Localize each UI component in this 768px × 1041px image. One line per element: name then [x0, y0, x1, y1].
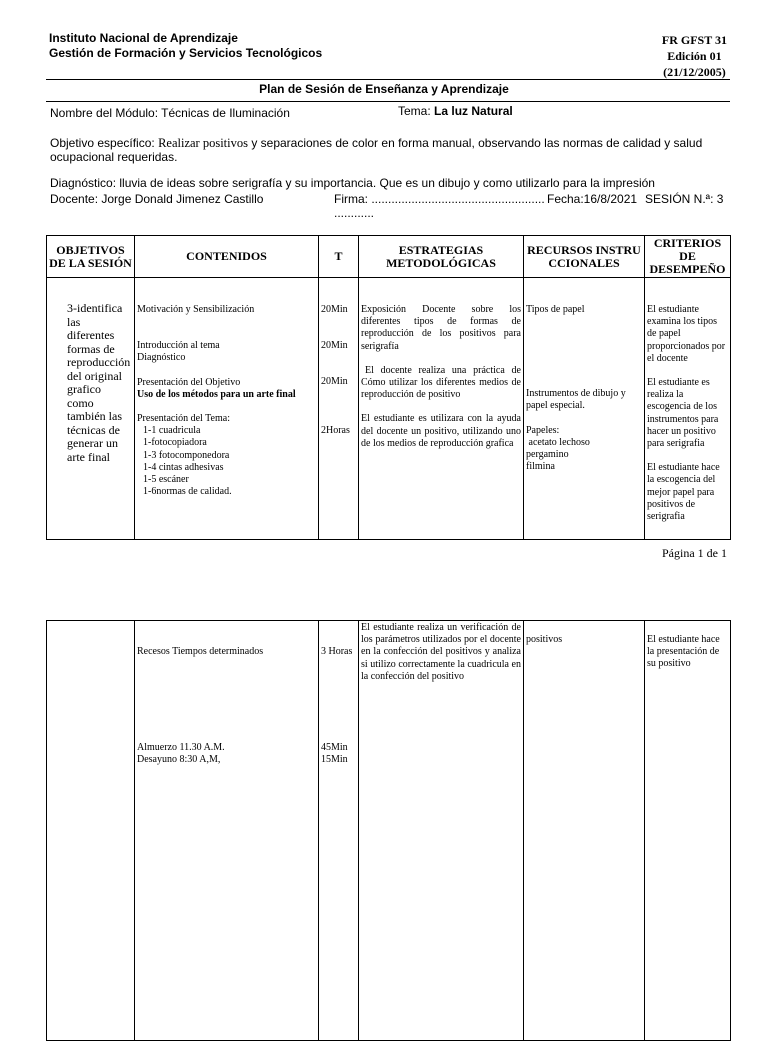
department-name: Gestión de Formación y Servicios Tecnológicos	[49, 46, 323, 60]
criterion-text: El estudiante hace la escogencia del mejor papel para positivos de serigrafia	[647, 462, 720, 523]
header-recursos: RECURSOS INSTRUCCIONALES	[524, 236, 645, 278]
objective-text: y separaciones de color en forma manual, observando las normas de calidad y salud ocupacional requeridas.	[50, 136, 703, 164]
table-row	[47, 621, 731, 1041]
theme-label: Tema:	[398, 104, 431, 118]
header-divider	[46, 79, 730, 80]
criterion-text: El estudiante examina los tipos de papel proporcionados por el docente	[647, 304, 726, 364]
resource-papeles-label: Papeles:	[526, 424, 560, 436]
header-t: T	[319, 236, 359, 278]
criterion-text: El estudiante es realiza la escogencia de los instrumentos para hacer un positivo para serigrafia	[647, 377, 719, 450]
content-intro: Introducción al tema	[137, 340, 220, 352]
recursos-cell	[524, 278, 645, 540]
list-item: 1-5 escáner	[143, 474, 189, 486]
time-value: 20Min	[321, 340, 348, 352]
form-date: (21/12/2005)	[663, 65, 726, 79]
plan-title: Plan de Sesión de Enseñanza y Aprendizaje	[259, 82, 509, 96]
session-number: SESIÓN N.ª: 3	[645, 192, 724, 206]
module-name: Nombre del Módulo: Técnicas de Iluminación	[50, 106, 290, 120]
time-value: 20Min	[321, 304, 348, 315]
signature-dots: ............	[334, 206, 375, 220]
diagnostic: Diagnóstico: lluvia de ideas sobre serigrafía y su importancia. Que es un dibujo y como utilizarlo para la impresión	[50, 176, 655, 190]
edition: Edición 01	[667, 49, 722, 63]
contenidos-cell	[135, 278, 319, 540]
session-plan-continuation-table	[46, 620, 731, 1041]
list-item: 1-fotocopiadora	[143, 437, 207, 449]
list-item: 1-1 cuadricula	[143, 425, 201, 437]
header-objetivos: OBJETIVOS DE LA SESIÓN	[47, 236, 135, 278]
header-estrategias: ESTRATEGIAS METODOLÓGICAS	[359, 236, 524, 278]
table-header-row	[47, 236, 731, 278]
objective-text-serif: Realizar positivos	[158, 136, 248, 150]
form-code-block	[662, 32, 727, 80]
time-value: 3 Horas	[321, 646, 353, 657]
estrategias-cell	[359, 621, 524, 1041]
content-topic-list	[137, 425, 316, 498]
strategy-text: El estudiante es utilizara con la ayuda del docente un positivo, utilizando uno de los medios de reproducción grafica	[361, 413, 521, 449]
time-value: 15Min	[321, 754, 348, 766]
signature-line: Firma: ....................................................	[334, 192, 545, 206]
institution-name: Instituto Nacional de Aprendizaje	[49, 31, 238, 45]
session-plan-table	[46, 235, 731, 540]
strategy-text: El docente realiza una práctica de Cómo utilizar los diferentes medios de reproducción de positivo	[361, 364, 521, 401]
teacher-name: Docente: Jorge Donald Jimenez Castillo	[50, 192, 264, 206]
title-divider	[46, 101, 730, 102]
resource-text: positivos	[526, 634, 563, 645]
content-presentacion-tema: Presentación del Tema:	[137, 413, 230, 425]
institution-header	[49, 31, 322, 61]
time-value: 45Min	[321, 742, 348, 754]
criterios-cell	[645, 278, 731, 540]
objective	[50, 136, 730, 164]
header-contenidos: CONTENIDOS	[135, 236, 319, 278]
theme-value: La luz Natural	[434, 104, 513, 118]
content-diagnostico: Diagnóstico	[137, 352, 186, 364]
recursos-cell	[524, 621, 645, 1041]
list-item: pergamino	[526, 449, 569, 461]
objetivo-text: 3-identifica las diferentes formas de reproducción del original grafico como también las técnicas de generar un arte final	[67, 301, 131, 464]
table-row	[47, 278, 731, 540]
form-code: FR GFST 31	[661, 33, 727, 47]
list-item: 1-3 fotocomponedora	[143, 449, 230, 461]
contenidos-cell	[135, 621, 319, 1041]
list-item: 1-6normas de calidad.	[143, 486, 232, 498]
strategy-text: Exposición Docente sobre los diferentes tipos de formas de reproducción de los positivos para serigrafía	[361, 304, 521, 352]
resource-text: Tipos de papel	[526, 304, 585, 315]
content-uso-metodos: Uso de los métodos para un arte final	[137, 388, 296, 400]
almuerzo-text: Almuerzo 11.30 A.M.	[137, 742, 225, 754]
estrategias-cell	[359, 278, 524, 540]
time-value: 20Min	[321, 376, 348, 388]
list-item: filmina	[526, 461, 555, 473]
content-motivacion: Motivación y Sensibilización	[137, 304, 255, 315]
session-date: Fecha:16/8/2021	[547, 192, 638, 206]
time-cell	[319, 278, 359, 540]
time-cell	[319, 621, 359, 1041]
page-number: Página 1 de 1	[662, 546, 727, 560]
strategy-text: El estudiante realiza un verificación de los parámetros utilizados por el docente en la confección del positivos y analiza si utilizo correctamente la cuadricula en la confección del positivo	[361, 622, 521, 682]
recesos-text: Recesos Tiempos determinados	[137, 646, 264, 657]
objective-label: Objetivo específico:	[50, 136, 155, 150]
list-item: acetato lechoso	[526, 436, 590, 448]
resource-text: Instrumentos de dibujo y papel especial.	[526, 388, 626, 412]
content-presentacion-objetivo: Presentación del Objetivo	[137, 376, 241, 388]
objetivo-cell	[47, 278, 135, 540]
time-value: 2Horas	[321, 424, 350, 436]
theme	[398, 104, 513, 118]
list-item: 1-4 cintas adhesivas	[143, 461, 224, 473]
objetivo-cell	[47, 621, 135, 1041]
criterion-text: El estudiante hace la presentación de su positivo	[647, 634, 720, 670]
desayuno-text: Desayuno 8:30 A,M,	[137, 754, 221, 766]
header-criterios: CRITERIOS DE DESEMPEÑO	[645, 236, 731, 278]
criterios-cell	[645, 621, 731, 1041]
